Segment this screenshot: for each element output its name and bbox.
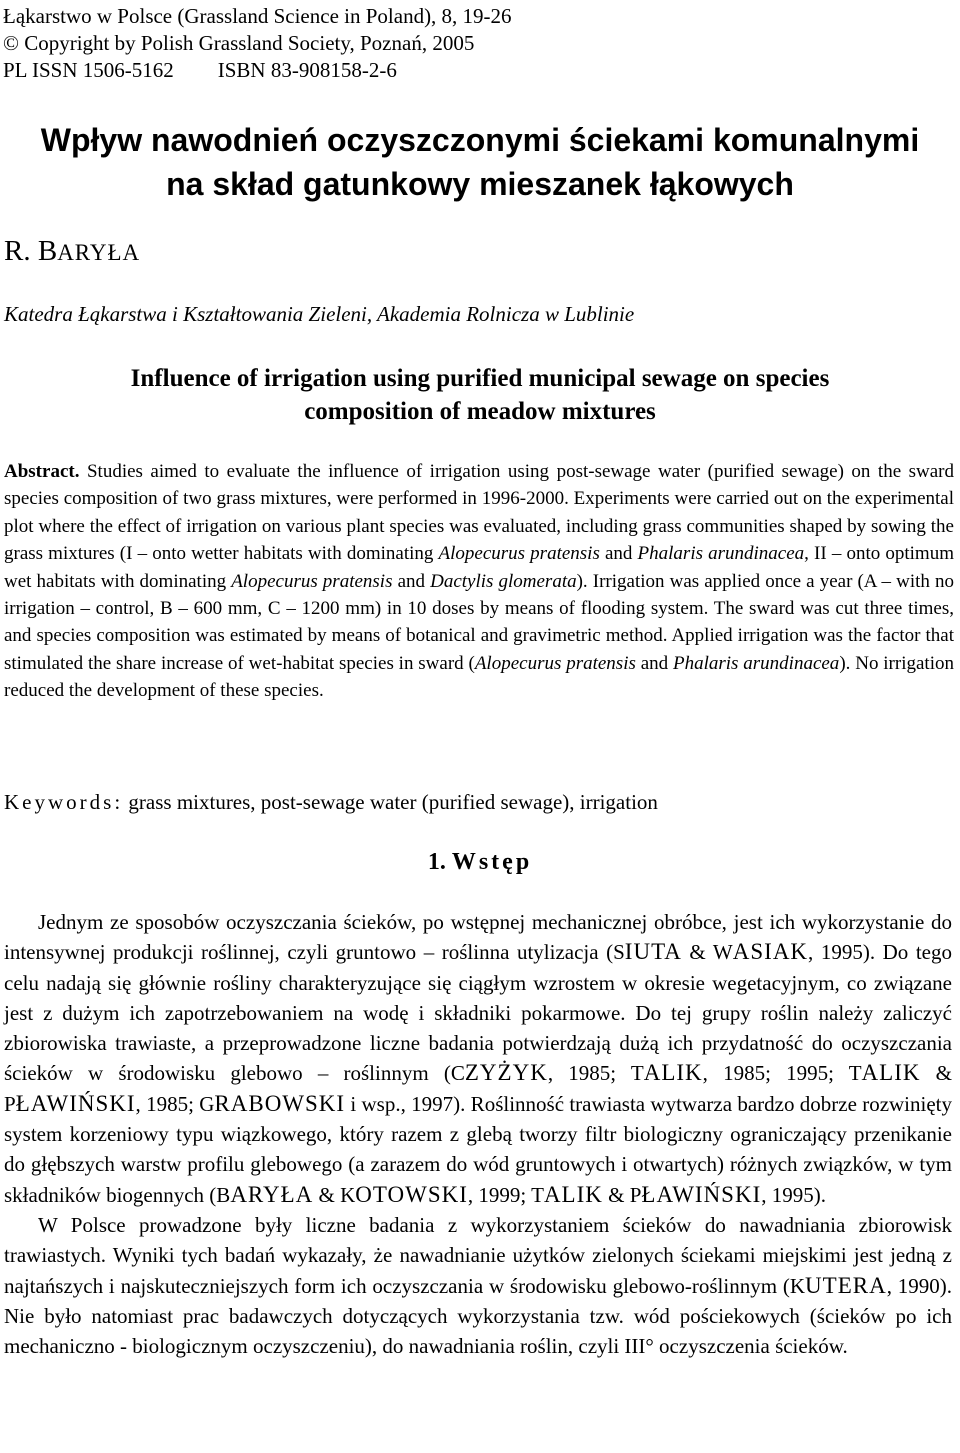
issn: PL ISSN 1506-5162 <box>3 58 174 82</box>
species-name: Alopecurus pratensis <box>474 652 636 674</box>
section-number: 1. <box>427 849 446 875</box>
keywords-label: Keywords: <box>4 790 124 814</box>
species-name: Dactylis glomerata <box>430 570 577 592</box>
paper-title-line-2: na skład gatunkowy mieszanek łąkowych <box>166 166 794 202</box>
isbn: ISBN 83-908158-2-6 <box>217 58 397 82</box>
abstract-label: Abstract. <box>4 461 80 482</box>
copyright-line: © Copyright by Polish Grassland Society, Poznań, 2005 <box>3 31 475 55</box>
english-title <box>0 362 960 428</box>
paragraph: W Polsce prowadzone były liczne badania z wykorzystaniem ścieków do nawadniania zbiorowisk trawiastych. Wyniki tych badań wykazały, że nawadnianie użytków zielonych ściekami miejskimi jest jedną z najtańszych i najskuteczniejszych form ich oczyszczania w środowisku glebowo-roślinnym (KUTERA, 1990). Nie było natomiast prac badawczych dotyczących wykorzystania tzw. wód pościekowych (ścieków po ich mechaniczno - biologicznym oczyszczeniu), do nawadniania roślin, czyli III° oczyszczenia ścieków. <box>4 1212 953 1359</box>
english-title-line-2: composition of meadow mixtures <box>304 398 656 425</box>
issn-isbn-line <box>3 58 397 82</box>
keywords <box>4 788 658 816</box>
paper-title <box>0 118 960 206</box>
section-heading <box>0 846 960 878</box>
author: R. BARYŁA <box>4 235 141 267</box>
paragraph: Jednym ze sposobów oczyszczania ścieków, po wstępnej mechanicznej obróbce, jest ich wykorzystanie do intensywnej produkcji roślinnej, czyli gruntowo – roślinna utylizacja (SIUTA & WASIAK, 1995). Do tego celu nadają się głównie rośliny charakteryzujące się ciągłym wzrostem w okresie wegetacyjnym, co związane jest z dużym ich zapotrzebowaniem na wodę i składniki pokarmowe. Do tej grupy roślin należy zaliczyć zbiorowiska trawiaste, a przeprowadzone liczne badania potwierdzają dużą ich przydatność do oczyszczania ścieków w środowisku glebowo – roślinnym (CZYŻYK, 1985; TALIK, 1985; 1995; TALIK & PŁAWIŃSKI, 1985; GRABOWSKI i wsp., 1997). Roślinność trawiasta wytwarza bardzo dobrze rozwinięty system korzeniowy typu wiązkowego, który razem z glebą tworzy filtr biologiczny ograniczający przenikanie do głębszych warstw profilu glebowego (a zarazem do wód gruntowych i otwartych) różnych związków, w tym składników biogennych (BARYŁA & KOTOWSKI, 1999; TALIK & PŁAWIŃSKI, 1995). <box>4 910 953 1207</box>
species-name: Phalaris arundinacea <box>672 652 840 674</box>
paper-title-line-1: Wpływ nawodnień oczyszczonymi ściekami komunalnymi <box>40 122 920 158</box>
affiliation: Katedra Łąkarstwa i Kształtowania Zieleni, Akademia Rolnicza w Lublinie <box>4 302 635 326</box>
journal-citation: Łąkarstwo w Polsce (Grassland Science in Poland), 8, 19-26 <box>3 4 512 28</box>
english-title-line-1: Influence of irrigation using purified municipal sewage on species <box>130 365 830 392</box>
keywords-text: grass mixtures, post-sewage water (purified sewage), irrigation <box>128 790 658 814</box>
species-name: Alopecurus pratensis <box>231 570 393 592</box>
abstract: Abstract. Studies aimed to evaluate the influence of irrigation using post-sewage water (purified sewage) on the sward species composition of two grass mixtures, were performed in 1996-2000. Experiments were carried out on the experimental plot where the effect of irrigation on various plant species was evaluated, including grass communities shaped by sowing the grass mixtures (I – onto wetter habitats with dominating Alopecurus pratensis and Phalaris arundinacea, II – onto optimum wet habitats with dominating Alopecurus pratensis and Dactylis glomerata). Irrigation was applied once a year (A – with no irrigation – control, B – 600 mm, C – 1200 mm) in 10 doses by means of flooding system. The sward was cut three times, and species composition was estimated by means of botanical and gravimetric method. Applied irrigation was the factor that stimulated the share increase of wet-habitat species in sward (Alopecurus pratensis and Phalaris arundinacea). No irrigation reduced the development of these species. <box>4 461 955 702</box>
species-name: Phalaris arundinacea <box>637 543 805 565</box>
section-title: Wstęp <box>451 849 533 875</box>
intro-body <box>4 907 952 1361</box>
species-name: Alopecurus pratensis <box>438 543 600 565</box>
